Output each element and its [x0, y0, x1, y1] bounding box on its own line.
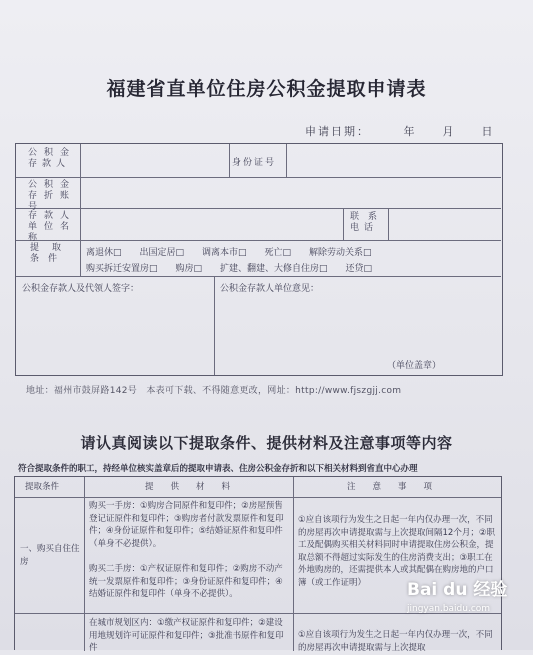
conditions-row-2: 购买拆迁安置房□ 购房□ 扩建、翻建、大修自住房□ 还贷□ [86, 264, 373, 274]
conditions-row-1: 离退休□ 出国定居□ 调离本市□ 死亡□ 解除劳动关系□ [86, 248, 372, 258]
baidu-jingyan-watermark [407, 575, 517, 630]
form-row-divider [16, 276, 501, 277]
row2-materials: 在城市规划区内：①缴产权证原件和复印件；②建设用地规划许可证原件和复印件；③批准书原件和复印件 [89, 618, 284, 653]
row1-materials-new-house: 购买一手房：①购房合同原件和复印件；②房屋预售登记证原件和复印件；③购房者付款发票原件和复印件；④身份证原件和复印件；⑤结婚证原件和复印件（单身不必提供）。 [89, 501, 284, 549]
application-date-line: 申请日期： 年 月 日 [305, 125, 495, 138]
form-row-divider [16, 208, 501, 209]
form-col-divider [229, 144, 230, 177]
row2-notes: ①应自该项行为发生之日起一年内仅办理一次，不同的房屋再次申请提取需与上次提取 [298, 630, 493, 653]
label-account-number: 公积金存折账号 [28, 180, 74, 212]
form-row-divider [16, 177, 501, 178]
label-unit-name: 存款人单位名称 [28, 211, 74, 243]
table-row-divider [15, 497, 501, 498]
header-condition: 提取条件 [25, 482, 60, 492]
form-row-divider [16, 240, 501, 241]
table-col-divider [84, 477, 85, 651]
label-phone: 联系电话 [350, 212, 382, 233]
watermark-brand: Bai du 经验 [407, 580, 508, 600]
row1-materials-second-hand: 购买二手房：①产权证原件和复印件；②购房不动产统一发票原件和复印件；③身份证原件和复印件；④结婚证原件和复印件（单身不必提供）。 [89, 564, 283, 599]
row1-notes: ①应自该项行为发生之日起一年内仅办理一次，不同的房屋再次申请提取需与上次提取间隔12个月；②职工及配偶购买相关材料同时申请提取住房公积金，提取总额不得超过实际发生的住房消费支出；③职工在外地购房的，还需提供本人或其配偶在购房地的户口簿（或工作证明） [298, 515, 495, 588]
form-col-divider [388, 208, 389, 240]
header-materials: 提 供 材 料 [145, 482, 231, 492]
form-title: 福建省直单位住房公积金提取申请表 [106, 78, 427, 100]
form-col-divider [343, 208, 344, 240]
header-notes: 注 意 事 项 [347, 482, 433, 492]
label-id-number: 身份证号 [232, 158, 277, 168]
unit-seal-label: （单位盖章） [387, 361, 442, 371]
table-col-divider [293, 477, 294, 651]
label-unit-opinion: 公积金存款人单位意见： [220, 284, 320, 294]
row1-condition: 一、购买自住住房 [20, 544, 80, 567]
form-col-divider [214, 276, 215, 375]
application-form-table [15, 143, 503, 376]
form-col-divider [286, 144, 287, 177]
footer-address: 地址：福州市鼓屏路142号 本表可下载、不得随意更改，网址：http://www.fjszgjj.com [26, 386, 402, 396]
label-signature: 公积金存款人及代领人签字： [22, 284, 140, 294]
section-title: 请认真阅读以下提取条件、提供材料及注意事项等内容 [80, 434, 453, 452]
watermark-url: jingyan.baidu.com [407, 604, 491, 614]
form-col-divider [80, 144, 81, 276]
label-withdraw-condition: 提取条件 [30, 243, 70, 264]
section-note: 符合提取条件的职工，持经单位核实盖章后的提取申请表、住房公积金存折和以下相关材料到省直中心办理 [18, 464, 418, 474]
label-depositor: 公积金存款人 [28, 148, 74, 169]
